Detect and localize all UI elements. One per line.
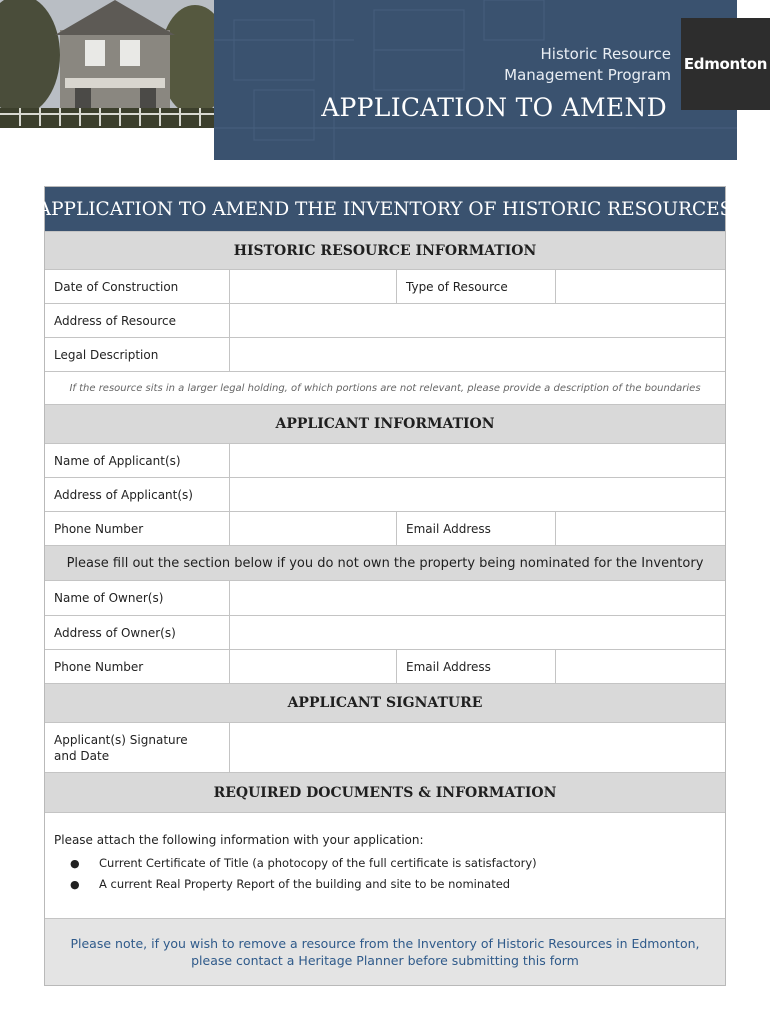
historic-house-photo <box>0 0 216 128</box>
bullet-icon: ● <box>70 857 80 870</box>
owner-address-field[interactable] <box>229 616 727 649</box>
program-line-1: Historic Resource <box>540 45 671 63</box>
header-banner <box>214 0 737 160</box>
signature-label-line-2: and Date <box>54 748 110 763</box>
signature-field[interactable] <box>229 723 727 772</box>
bullet-icon: ● <box>70 878 80 891</box>
table-row <box>45 338 725 372</box>
address-of-resource-label: Address of Resource <box>54 313 177 328</box>
section-heading-signature: APPLICANT SIGNATURE <box>45 684 725 723</box>
owner-name-label: Name of Owner(s) <box>54 591 164 605</box>
page-title: APPLICATION TO AMEND <box>321 93 667 122</box>
owner-address-label: Address of Owner(s) <box>54 625 176 640</box>
applicant-email-field[interactable] <box>555 512 727 545</box>
list-item <box>54 853 716 874</box>
document-item-text: Current Certificate of Title (a photocopy of the full certificate is satisfactory) <box>99 856 537 870</box>
table-row <box>45 616 725 650</box>
legal-description-field[interactable] <box>229 338 727 371</box>
legal-description-label: Legal Description <box>54 347 159 362</box>
applicant-email-label: Email Address <box>396 512 555 545</box>
table-row <box>45 270 725 304</box>
list-item <box>54 874 716 895</box>
table-row <box>45 512 725 546</box>
applicant-address-label: Address of Applicant(s) <box>54 487 193 502</box>
table-row <box>45 723 725 773</box>
program-name <box>504 44 671 86</box>
logo-text: Edmonton <box>683 55 768 73</box>
type-of-resource-label: Type of Resource <box>396 270 555 303</box>
applicant-phone-label: Phone Number <box>54 521 144 536</box>
edmonton-logo <box>681 18 770 110</box>
form-title: APPLICATION TO AMEND THE INVENTORY OF HISTORIC RESOURCES <box>45 187 725 232</box>
removal-note <box>45 919 725 985</box>
applicant-name-label: Name of Applicant(s) <box>54 453 181 468</box>
date-of-construction-field[interactable] <box>229 270 396 303</box>
removal-note-line-2: please contact a Heritage Planner before submitting this form <box>191 953 579 968</box>
table-row <box>45 304 725 338</box>
signature-label <box>45 723 229 772</box>
type-of-resource-field[interactable] <box>555 270 727 303</box>
documents-intro: Please attach the following information with your application: <box>54 833 424 847</box>
section-heading-applicant: APPLICANT INFORMATION <box>45 405 725 444</box>
owner-phone-field[interactable] <box>229 650 396 683</box>
boundary-note: If the resource sits in a larger legal holding, of which portions are not relevant, please provide a description of the boundaries <box>45 372 725 405</box>
owner-phone-label: Phone Number <box>54 659 144 674</box>
removal-note-line-1: Please note, if you wish to remove a resource from the Inventory of Historic Resources in Edmonton, <box>70 936 700 951</box>
amendment-form <box>37 186 733 986</box>
applicant-phone-field[interactable] <box>229 512 396 545</box>
document-item-text: A current Real Property Report of the building and site to be nominated <box>99 877 511 891</box>
table-row <box>45 581 725 616</box>
program-line-2: Management Program <box>504 66 671 84</box>
signature-label-line-1: Applicant(s) Signature <box>54 732 188 747</box>
section-heading-owner: Please fill out the section below if you do not own the property being nominated for the Inventory <box>45 546 725 581</box>
table-row <box>45 478 725 512</box>
table-row <box>45 650 725 684</box>
table-row <box>45 444 725 478</box>
date-of-construction-label: Date of Construction <box>54 279 179 294</box>
documents-list <box>45 813 725 919</box>
address-of-resource-field[interactable] <box>229 304 727 337</box>
owner-email-field[interactable] <box>555 650 727 683</box>
applicant-name-field[interactable] <box>229 444 727 477</box>
owner-email-label: Email Address <box>396 650 555 683</box>
section-heading-resource: HISTORIC RESOURCE INFORMATION <box>45 232 725 270</box>
owner-name-field[interactable] <box>229 581 727 615</box>
section-heading-documents: REQUIRED DOCUMENTS & INFORMATION <box>45 773 725 813</box>
applicant-address-field[interactable] <box>229 478 727 511</box>
